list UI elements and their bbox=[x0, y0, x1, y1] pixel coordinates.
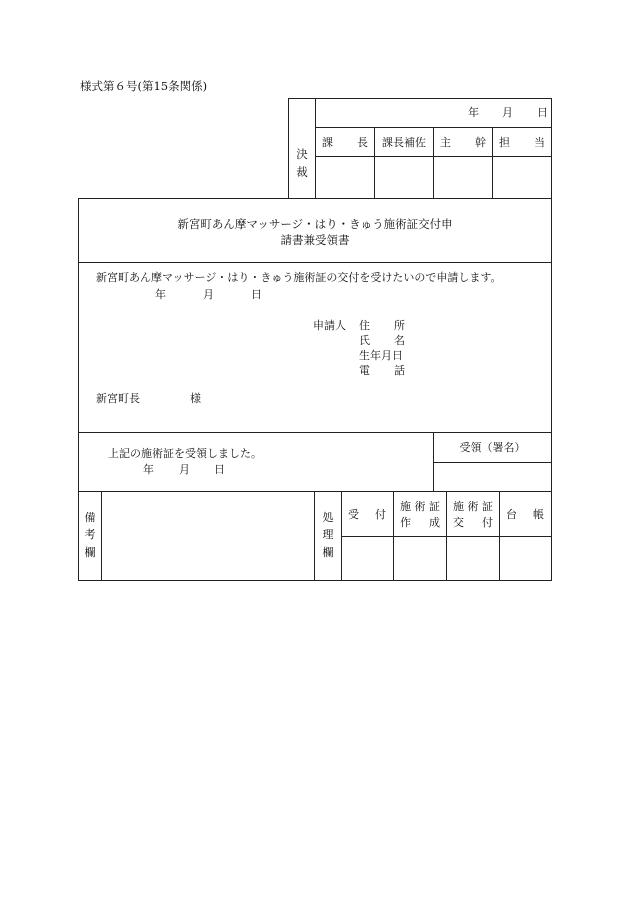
approval-date-year: 年 bbox=[468, 106, 479, 119]
role-senior-staff: 主 幹 bbox=[440, 135, 486, 149]
processing-cell-reception[interactable] bbox=[342, 537, 393, 580]
frame-top bbox=[78, 198, 552, 199]
applicant-field-name: 氏 名 bbox=[359, 333, 405, 347]
approval-border-top bbox=[288, 98, 552, 99]
form-title-line1: 新宮町あん摩マッサージ・はり・きゅう施術証交付申 bbox=[177, 217, 453, 231]
application-date-year: 年 bbox=[155, 288, 166, 301]
stamp-cell-deputy-chief[interactable] bbox=[375, 157, 433, 198]
receipt-signature-label: 受領（署名） bbox=[459, 441, 526, 454]
stamp-cell-senior-staff[interactable] bbox=[434, 157, 492, 198]
receipt-date-month: 月 bbox=[179, 463, 190, 476]
processing-cell-ledger[interactable] bbox=[500, 537, 551, 580]
receipt-date-year: 年 bbox=[143, 463, 154, 476]
applicant-field-birthdate: 生年月日 bbox=[359, 348, 403, 362]
footer-col-ledger: 台 帳 bbox=[506, 508, 544, 521]
footer-col-cert-issued-line2: 交 付 bbox=[453, 516, 493, 529]
approval-date-month: 月 bbox=[502, 106, 513, 119]
role-person-in-charge: 担 当 bbox=[499, 135, 545, 149]
application-date-day: 日 bbox=[251, 288, 262, 301]
role-deputy-chief: 課長補佐 bbox=[382, 135, 426, 149]
frame-title-bottom bbox=[78, 262, 552, 263]
receipt-signature-field[interactable] bbox=[434, 463, 551, 491]
remarks-field[interactable] bbox=[102, 492, 314, 580]
addressee: 新宮町長 bbox=[96, 392, 140, 405]
stamp-cell-section-chief[interactable] bbox=[316, 157, 374, 198]
approval-date-day: 日 bbox=[537, 106, 548, 119]
application-statement: 新宮町あん摩マッサージ・はり・きゅう施術証の交付を受けたいので申請します。 bbox=[96, 271, 502, 284]
footer-col-reception: 受 付 bbox=[348, 508, 386, 521]
applicant-label: 申請人 bbox=[313, 319, 346, 332]
processing-cell-cert-issued[interactable] bbox=[447, 537, 499, 580]
role-section-chief: 課 長 bbox=[322, 135, 368, 149]
footer-col-cert-created-line2: 作 成 bbox=[400, 516, 440, 529]
remarks-label: 備 考 欄 bbox=[84, 510, 96, 559]
processing-cell-cert-created[interactable] bbox=[394, 537, 446, 580]
stamp-cell-person-in-charge[interactable] bbox=[493, 157, 551, 198]
receipt-date-day: 日 bbox=[214, 463, 225, 476]
processing-label: 処 理 欄 bbox=[322, 510, 334, 559]
frame-right bbox=[551, 98, 552, 581]
applicant-field-phone: 電 話 bbox=[359, 363, 405, 377]
footer-col-cert-issued-line1: 施 術 証 bbox=[453, 500, 493, 513]
footer-col-cert-created-line1: 施 術 証 bbox=[400, 500, 440, 513]
applicant-field-address: 住 所 bbox=[359, 318, 405, 332]
addressee-honorific: 様 bbox=[190, 392, 201, 405]
frame-bottom bbox=[78, 580, 552, 581]
form-number: 様式第６号(第15条関係) bbox=[80, 79, 208, 93]
application-date-month: 月 bbox=[203, 288, 214, 301]
form-title-line2: 請書兼受領書 bbox=[280, 233, 350, 247]
approval-label: 決 裁 bbox=[296, 146, 308, 179]
receipt-statement: 上記の施術証を受領しました。 bbox=[108, 447, 262, 460]
